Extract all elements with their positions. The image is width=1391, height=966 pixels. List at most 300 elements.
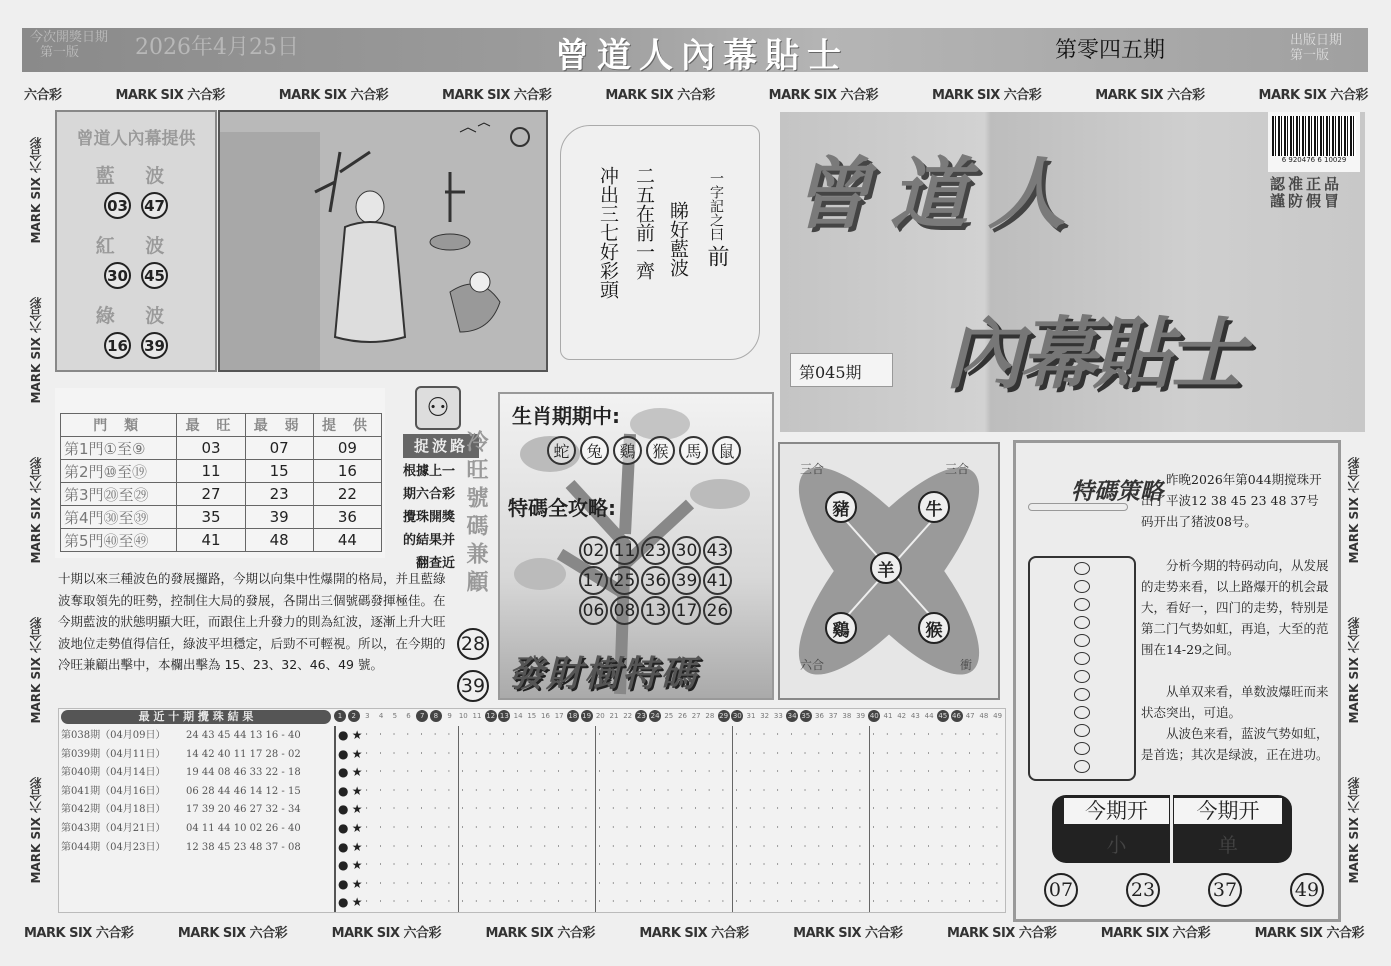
dot-mark: · — [707, 823, 711, 832]
dot-mark: · — [379, 878, 382, 888]
dot-mark: · — [927, 730, 930, 739]
dot-mark: · — [666, 823, 670, 832]
number-header-cell: 23 — [636, 712, 646, 720]
dot-mark: · — [543, 860, 547, 870]
dot-mark: · — [406, 785, 410, 795]
dot-mark: · — [913, 804, 916, 814]
strategy-panel — [1013, 440, 1341, 922]
grid-separator — [869, 726, 870, 912]
dot-mark: · — [872, 804, 875, 814]
dot-mark: · — [680, 897, 684, 907]
table-row — [61, 726, 301, 745]
draw-period: 第042期（04月18日） — [61, 804, 166, 816]
dot-mark: · — [694, 730, 697, 739]
draw-grid — [334, 726, 1004, 912]
tree-footer-title: 發財樹特碼 — [508, 654, 699, 695]
dot-mark: · — [817, 730, 821, 739]
mark-six-logo: MARK SIX 六合彩 — [28, 296, 43, 404]
mark-six-strip-bottom — [24, 922, 1364, 942]
number-ball: 07 — [1044, 873, 1078, 907]
recent-draws-title: 最 近 十 期 攪 珠 結 果 — [61, 710, 331, 724]
dot-mark: · — [447, 841, 451, 851]
dot-mark: · — [968, 897, 971, 907]
dot-mark: · — [420, 730, 423, 739]
table-cell: 22 — [313, 483, 381, 506]
dot-mark: · — [598, 860, 601, 870]
dot-mark: · — [803, 785, 807, 795]
number-header-cell: 2 — [348, 710, 360, 722]
dot-mark: · — [584, 878, 588, 888]
table-row — [61, 782, 301, 801]
scholar-illustration — [218, 110, 548, 372]
dot-mark: · — [831, 878, 834, 888]
mark-six-strip-top — [24, 84, 1368, 104]
poem-line: 睇好藍波 — [667, 201, 689, 277]
dot-mark: · — [475, 878, 478, 888]
number-header-cell: 45 — [938, 712, 948, 720]
dot-mark: · — [776, 785, 779, 795]
dot-mark: · — [557, 823, 560, 832]
dot-mark: · — [968, 823, 971, 832]
dot-mark: · — [639, 897, 642, 907]
dot-mark: · — [913, 897, 916, 907]
strategy-text: 分析今期的特码动向，从发展的走势来看，以上路爆开的机会最大，看好一，四门的走势，特别是第二门气势如虹，再追，大至的范围在14-29之间。 — [1141, 558, 1329, 657]
draw-period: 第040期（04月14日） — [61, 767, 166, 779]
dot-mark: · — [749, 730, 752, 739]
zodiac-rooster: 鷄 — [825, 612, 857, 644]
dot-mark: · — [899, 748, 903, 758]
number-header-cell: 3 — [365, 712, 370, 720]
dot-mark: · — [529, 785, 533, 795]
dot-mark: · — [817, 748, 821, 758]
dot-mark: · — [762, 897, 766, 907]
dot-mark: · — [995, 860, 999, 870]
dot-mark: · — [735, 841, 738, 851]
dot-mark: · — [790, 823, 793, 832]
balls-icon: ⚇ — [415, 386, 461, 430]
dot-mark: · — [529, 730, 533, 739]
dot-mark: · — [516, 767, 519, 777]
ball-mark-icon: ● — [338, 746, 349, 761]
dot-mark: · — [858, 804, 862, 814]
dot-mark: · — [872, 897, 875, 907]
dot-mark: · — [831, 748, 834, 758]
publish-date-label: 出版日期 — [1290, 33, 1343, 48]
wave-label: 藍 波 — [95, 165, 177, 187]
dot-mark: · — [420, 897, 423, 907]
number-header-cell: 22 — [623, 712, 633, 720]
dot-mark: · — [844, 897, 848, 907]
dot-mark: · — [488, 748, 492, 758]
number-header-cell: 16 — [541, 712, 550, 720]
dot-mark: · — [817, 823, 821, 832]
table-cell: 第4門㉚至㊴ — [61, 506, 177, 529]
dot-mark: · — [790, 730, 793, 739]
dot-mark: · — [886, 785, 889, 795]
dot-mark: · — [557, 878, 560, 888]
dot-mark: · — [776, 897, 779, 907]
dot-mark: · — [461, 841, 464, 851]
dot-mark: · — [420, 767, 423, 777]
number-header-cell: 42 — [897, 712, 907, 720]
dot-mark: · — [886, 878, 889, 888]
open-label: 今期开 — [1174, 798, 1282, 824]
dot-mark: · — [927, 767, 930, 777]
cross-label: 衝 — [960, 658, 973, 672]
number-header-cell: 21 — [609, 712, 619, 720]
dot-mark: · — [886, 730, 889, 739]
dot-mark: · — [981, 841, 985, 851]
table-cell: 第3門⑳至㉙ — [61, 483, 177, 506]
table-cell: 27 — [177, 483, 245, 506]
dot-mark: · — [570, 823, 574, 832]
dot-mark: · — [475, 860, 478, 870]
dot-mark: · — [392, 785, 396, 795]
dot-mark: · — [776, 841, 779, 851]
dot-mark: · — [858, 767, 862, 777]
answer-oval — [1074, 616, 1090, 629]
dot-mark: · — [776, 860, 779, 870]
dot-mark: · — [598, 785, 601, 795]
dot-mark: · — [461, 823, 464, 832]
dot-mark: · — [872, 823, 875, 832]
dot-mark: · — [886, 897, 889, 907]
dot-mark: · — [954, 785, 958, 795]
barcode-bars — [1272, 116, 1356, 156]
dot-mark: · — [420, 841, 423, 851]
dot-mark: · — [529, 841, 533, 851]
draw-numbers: 17 39 20 46 27 32 - 34 — [186, 804, 301, 816]
number-header-cell: 33 — [773, 712, 783, 720]
mark-six-logo: MARK SIX 六合彩 — [1100, 926, 1211, 941]
dot-mark: · — [433, 767, 437, 777]
genuine-line: 認准正品 — [1270, 175, 1343, 193]
number-ball: 37 — [1208, 873, 1242, 907]
dot-mark: · — [981, 767, 985, 777]
dot-mark: · — [844, 823, 848, 832]
dot-mark: · — [749, 748, 752, 758]
mark-six-logo: MARK SIX 六合彩 — [115, 88, 225, 103]
number-header-cell: 9 — [447, 712, 452, 720]
recent-draws-panel — [58, 708, 1006, 913]
star-icon: ★ — [351, 728, 363, 742]
dot-mark: · — [995, 730, 999, 739]
dot-mark: · — [653, 897, 656, 907]
column-header: 提 供 — [313, 414, 381, 437]
divider — [1170, 795, 1173, 863]
dot-mark: · — [447, 767, 451, 777]
dot-mark: · — [433, 841, 437, 851]
draw-period: 第044期（04月23日） — [61, 841, 166, 853]
dot-mark: · — [653, 748, 656, 758]
table-row — [61, 800, 301, 819]
dot-mark: · — [420, 860, 423, 870]
dot-mark: · — [995, 841, 999, 851]
dot-mark: · — [899, 730, 903, 739]
draw-numbers: 14 42 40 11 17 28 - 02 — [186, 748, 301, 760]
zodiac-pig: 豬 — [825, 491, 857, 523]
dot-mark: · — [913, 785, 916, 795]
wave-path-label: 捉波路 — [403, 434, 479, 458]
dot-mark: · — [694, 785, 697, 795]
dot-mark: · — [612, 823, 615, 832]
dot-mark: · — [817, 860, 821, 870]
dot-mark: · — [379, 767, 382, 777]
dot-mark: · — [995, 897, 999, 907]
dot-mark: · — [803, 730, 807, 739]
dot-mark: · — [420, 748, 423, 758]
cross-label: 三合 — [945, 462, 970, 476]
star-icon: ★ — [351, 858, 363, 873]
dot-mark: · — [557, 841, 560, 851]
dot-mark: · — [735, 730, 738, 739]
dot-mark: · — [749, 804, 752, 814]
dot-mark: · — [447, 804, 451, 814]
dot-mark: · — [790, 748, 793, 758]
dot-mark: · — [475, 841, 478, 851]
dot-mark: · — [406, 767, 410, 777]
dot-mark: · — [584, 841, 588, 851]
mark-six-logo: MARK SIX 六合彩 — [1346, 616, 1361, 724]
number-header-cell: 29 — [719, 712, 729, 720]
dot-mark: · — [543, 897, 547, 907]
dot-mark: · — [612, 878, 615, 888]
dot-mark: · — [872, 785, 875, 795]
table-row — [61, 506, 382, 529]
dot-mark: · — [886, 767, 889, 777]
dot-mark: · — [653, 730, 656, 739]
barcode — [1268, 112, 1360, 172]
dot-mark: · — [570, 748, 574, 758]
dot-mark: · — [639, 804, 642, 814]
dot-mark: · — [570, 860, 574, 870]
dot-mark: · — [735, 785, 738, 795]
dot-mark: · — [406, 841, 410, 851]
mark-six-logo: MARK SIX 六合彩 — [331, 926, 442, 941]
dot-mark: · — [954, 730, 958, 739]
brand-title-2: 內幕貼士 — [945, 310, 1242, 400]
number-ball: 13 — [641, 596, 670, 625]
barcode-number: 6 920476 6 10029 — [1281, 156, 1347, 164]
dot-mark: · — [406, 878, 410, 888]
dot-mark: · — [612, 860, 615, 870]
poem-line: 冲出三七好彩頭 — [597, 166, 619, 299]
dot-mark: · — [598, 748, 601, 758]
issue-badge: 第045期 — [790, 353, 893, 387]
number-header-cell: 31 — [746, 712, 756, 720]
dot-mark: · — [488, 860, 492, 870]
edition-label: 第一版 — [40, 45, 80, 60]
star-icon: ★ — [351, 839, 363, 854]
dot-mark: · — [461, 897, 464, 907]
dot-mark: · — [570, 897, 574, 907]
dot-mark: · — [790, 785, 793, 795]
dot-mark: · — [625, 841, 629, 851]
dot-mark: · — [858, 785, 862, 795]
dot-mark: · — [557, 748, 560, 758]
dot-mark: · — [803, 841, 807, 851]
genuine-notice — [1270, 176, 1342, 210]
dot-mark: · — [584, 730, 588, 739]
dot-mark: · — [762, 767, 766, 777]
dot-mark: · — [666, 878, 670, 888]
dot-mark: · — [707, 860, 711, 870]
dot-mark: · — [392, 860, 396, 870]
dot-mark: · — [913, 860, 916, 870]
dot-mark: · — [886, 841, 889, 851]
dot-mark: · — [406, 804, 410, 814]
poem-line: 一字記之曰 — [708, 171, 724, 241]
dot-mark: · — [872, 730, 875, 739]
dot-mark: · — [694, 841, 697, 851]
dot-mark: · — [488, 767, 492, 777]
answer-oval — [1074, 580, 1090, 593]
zodiac-ball: 兔 — [580, 436, 609, 465]
dot-mark: · — [598, 897, 601, 907]
dot-mark: · — [749, 878, 752, 888]
dot-mark: · — [543, 823, 547, 832]
dot-mark: · — [817, 785, 821, 795]
dot-mark: · — [749, 860, 752, 870]
dot-mark: · — [365, 785, 368, 795]
dot-mark: · — [516, 748, 519, 758]
zodiac-ball: 猴 — [646, 436, 675, 465]
ball-mark-icon: ● — [338, 821, 349, 835]
number-ball: 26 — [703, 596, 732, 625]
dot-mark: · — [502, 767, 505, 777]
draw-period: 第043期（04月21日） — [61, 823, 166, 834]
dot-mark: · — [831, 804, 834, 814]
dot-mark: · — [447, 730, 451, 739]
dot-mark: · — [406, 823, 410, 832]
zodiac-list — [546, 436, 742, 465]
dot-mark: · — [981, 804, 985, 814]
mark-six-logo: MARK SIX 六合彩 — [768, 88, 878, 103]
dot-mark: · — [844, 785, 848, 795]
edition-label-right: 第一版 — [1290, 48, 1330, 63]
zodiac-ball: 鼠 — [712, 436, 741, 465]
dot-mark: · — [502, 823, 505, 832]
table-row — [61, 529, 382, 552]
dot-mark: · — [790, 897, 793, 907]
dot-mark: · — [707, 730, 711, 739]
number-ball: 17 — [672, 596, 701, 625]
mark-six-logo: MARK SIX 六合彩 — [639, 926, 749, 941]
dot-mark: · — [858, 730, 862, 739]
number-header-cell: 15 — [527, 712, 537, 720]
dot-mark: · — [694, 767, 697, 777]
dot-mark: · — [529, 860, 533, 870]
mark-six-logo: 六合彩 — [24, 88, 62, 103]
dot-mark: · — [735, 804, 738, 814]
number-header-cell: 28 — [705, 712, 715, 720]
mark-six-logo: MARK SIX 六合彩 — [1095, 88, 1205, 103]
number-header-cell: 1 — [334, 710, 346, 722]
dot-mark: · — [543, 730, 547, 739]
dot-mark: · — [858, 860, 862, 870]
poem-line: 二五在前一齊 — [633, 166, 655, 280]
number-ball: 39 — [141, 332, 168, 359]
number-header-cell: 7 — [416, 710, 428, 722]
zodiac-title: 生肖期期中: — [512, 404, 620, 428]
dot-mark: · — [557, 860, 560, 870]
number-row — [578, 566, 733, 595]
dot-mark: · — [612, 767, 615, 777]
mark-six-logo: MARK SIX 六合彩 — [1254, 926, 1364, 941]
dot-mark: · — [762, 841, 766, 851]
dot-mark: · — [803, 878, 807, 888]
dot-mark: · — [913, 841, 916, 851]
dot-mark: · — [803, 748, 807, 758]
dot-mark: · — [995, 804, 999, 814]
dot-mark: · — [502, 730, 505, 739]
dot-mark: · — [790, 767, 793, 777]
number-ball: 30 — [672, 536, 701, 565]
dot-mark: · — [570, 804, 574, 814]
number-header-cell: 14 — [513, 712, 523, 720]
dot-mark: · — [543, 785, 547, 795]
dot-mark: · — [968, 804, 971, 814]
dot-mark: · — [365, 823, 368, 832]
dot-mark: · — [475, 767, 478, 777]
dot-mark: · — [598, 823, 601, 832]
dot-mark: · — [447, 860, 451, 870]
number-header-cell: 11 — [472, 712, 482, 720]
dot-mark: · — [940, 804, 944, 814]
column-header: 最 弱 — [245, 414, 313, 437]
dot-mark: · — [981, 823, 985, 832]
dot-mark: · — [516, 785, 519, 795]
table-row — [61, 483, 382, 506]
dot-mark: · — [488, 878, 492, 888]
number-header-cell: 30 — [732, 712, 742, 720]
zodiac-ball: 馬 — [679, 436, 708, 465]
dot-mark: · — [940, 748, 944, 758]
dot-mark: · — [707, 785, 711, 795]
dot-mark: · — [694, 878, 697, 888]
dot-mark: · — [844, 841, 848, 851]
dot-mark: · — [762, 730, 766, 739]
hot-cold-label: 冷旺號碼兼顧 — [463, 430, 488, 598]
number-ball: 17 — [579, 566, 608, 595]
open-label: 今期开 — [1064, 798, 1169, 824]
dot-mark: · — [858, 748, 862, 758]
star-icon: ★ — [351, 876, 363, 891]
dot-mark: · — [420, 804, 423, 814]
cross-label: 三合 — [800, 462, 825, 476]
number-header-cell: 20 — [595, 712, 605, 720]
dot-mark: · — [803, 897, 807, 907]
dot-mark: · — [461, 860, 464, 870]
table-cell: 09 — [313, 437, 381, 460]
dot-mark: · — [872, 748, 875, 758]
dot-mark: · — [899, 767, 903, 777]
dot-mark: · — [981, 730, 985, 739]
dot-mark: · — [666, 767, 670, 777]
dot-mark: · — [516, 878, 519, 888]
strategy-title: 特碼策略 — [1071, 479, 1163, 505]
number-header-cell: 18 — [568, 712, 578, 720]
dot-mark: · — [543, 878, 547, 888]
dot-mark: · — [680, 730, 684, 739]
dot-mark: · — [858, 823, 862, 832]
dot-mark: · — [365, 841, 368, 851]
dot-mark: · — [680, 748, 684, 758]
dot-mark: · — [557, 785, 560, 795]
dot-mark: · — [420, 823, 423, 832]
wave-label: 紅 波 — [95, 235, 177, 257]
dot-mark: · — [707, 767, 711, 777]
